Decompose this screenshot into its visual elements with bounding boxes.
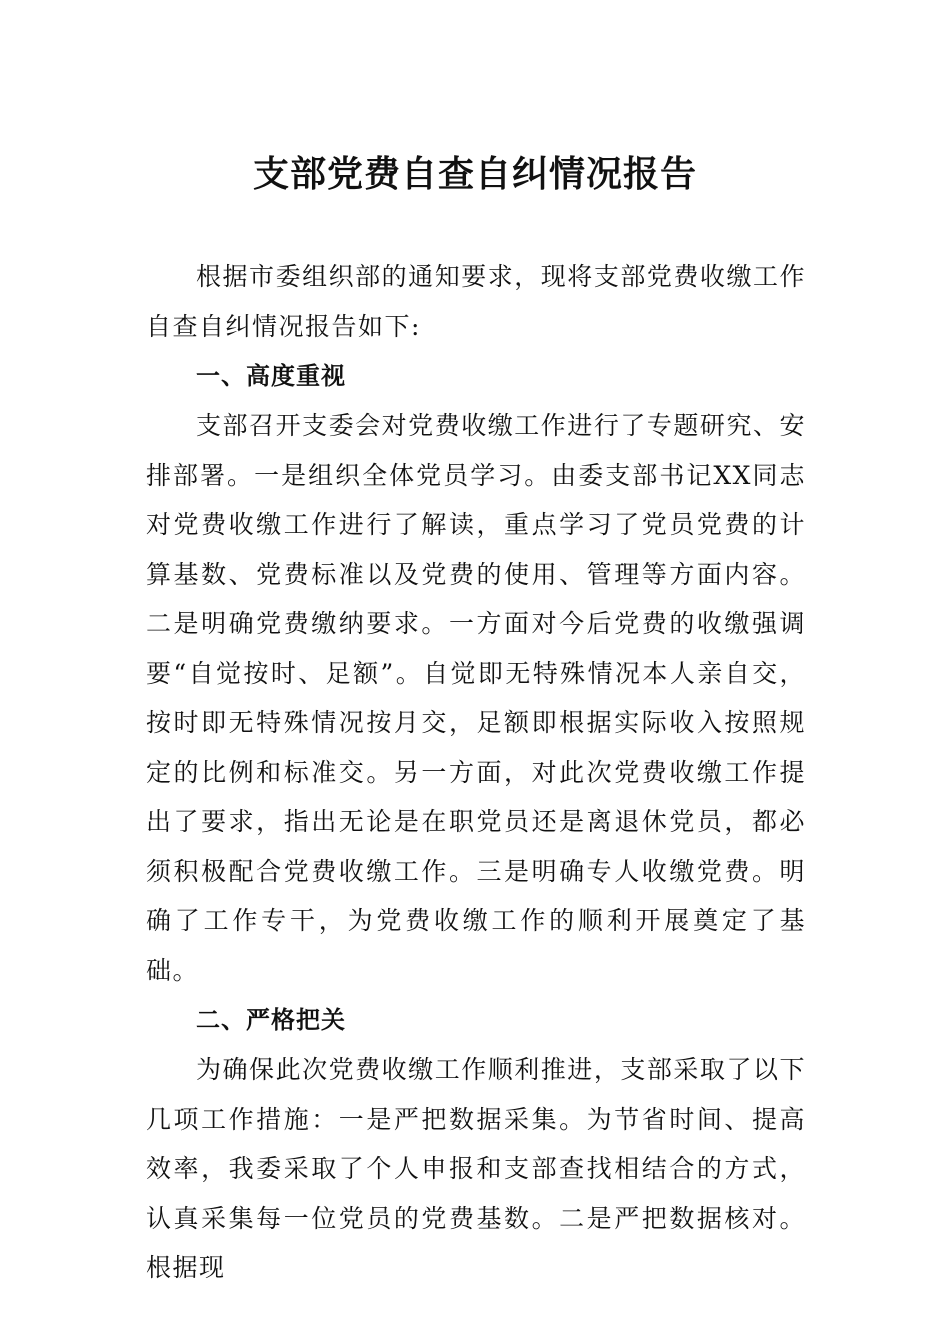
section-heading-2: 二、严格把关 bbox=[196, 1006, 346, 1034]
intro-paragraph: 根据市委组织部的通知要求，现将支部党费收缴工作自查自纠情况报告如下: bbox=[146, 262, 806, 341]
document-body bbox=[146, 252, 806, 1293]
section-heading-1: 一、高度重视 bbox=[196, 362, 346, 390]
section-paragraph-1: 支部召开支委会对党费收缴工作进行了专题研究、安排部署。一是组织全体党员学习。由委支部书记XX同志对党费收缴工作进行了解读，重点学习了党员党费的计算基数、党费标准以及党费的使用、管理等方面内容。二是明确党费缴纳要求。一方面对今后党费的收缴强调要“自觉按时、足额”。自觉即无特殊情况本人亲自交，按时即无特殊情况按月交，足额即根据实际收入按照规定的比例和标准交。另一方面，对此次党费收缴工作提出了要求，指出无论是在职党员还是离退休党员，都必须积极配合党费收缴工作。三是明确专人收缴党费。明确了工作专干，为党费收缴工作的顺利开展奠定了基础。 bbox=[146, 411, 806, 985]
document-title: 支部党费自查自纠情况报告 bbox=[252, 153, 697, 195]
section-paragraph-2: 为确保此次党费收缴工作顺利推进，支部采取了以下几项工作措施：一是严把数据采集。为节省时间、提高效率，我委采取了个人申报和支部查找相结合的方式，认真采集每一位党员的党费基数。二是严把数据核对。根据现 bbox=[146, 1055, 806, 1282]
